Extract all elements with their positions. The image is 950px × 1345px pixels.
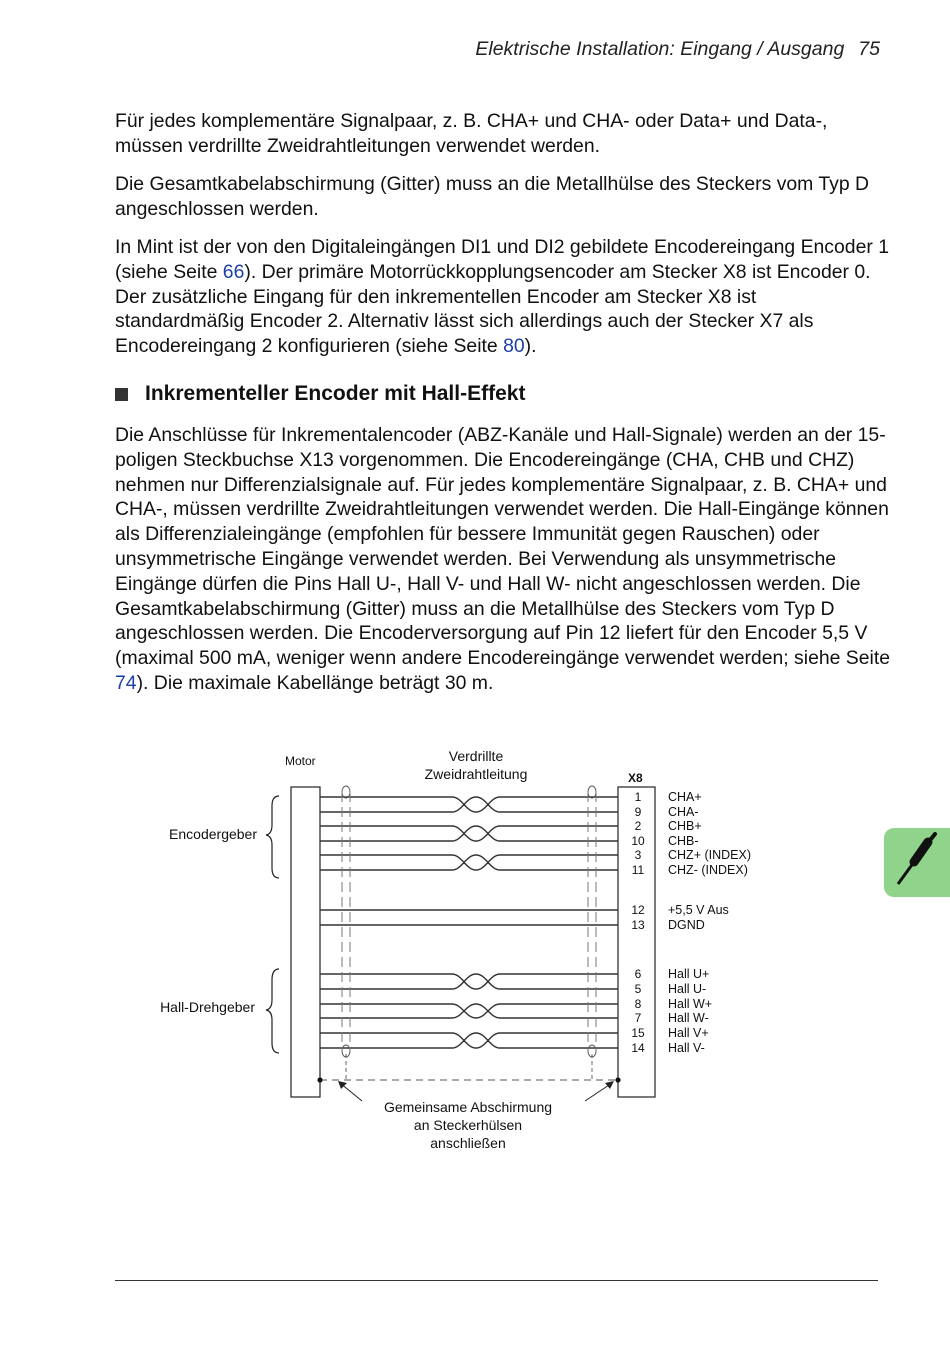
shield-cap-top [588,786,596,798]
pin-number: 15 [631,1026,645,1040]
pin-number: 5 [634,982,642,996]
header-section-title: Elektrische Installation: Eingang / Ausgang [475,38,845,60]
pin-number: 3 [634,848,642,862]
pin-signal: CHA- [668,805,699,819]
brace-encoder-icon [266,796,279,878]
page-link-66[interactable]: 66 [222,260,245,283]
pin-number: 14 [631,1041,645,1055]
screwdriver-icon [884,828,950,897]
pin-signal: Hall U+ [668,967,710,981]
twist-mask [452,973,500,990]
shield-label-line1: Gemeinsame Abschirmung [383,1099,553,1115]
pin-signal: DGND [668,918,705,932]
twist-mask [452,796,500,813]
pin-number: 13 [631,918,645,932]
arrow-right-head-icon [605,1081,614,1089]
paragraph-twisted-pairs: Für jedes komplementäre Signalpaar, z. B. CHA+ und CHA- oder Data+ und Data-, müssen verdrillte Zweidrahtleitungen verwendet werden. [115,110,828,157]
pin-number: 1 [634,790,642,804]
page-number: 75 [858,38,880,60]
group-encoder-label: Encodergeber [169,826,257,842]
twist-mask [452,1032,500,1049]
pin-signal: Hall U- [668,982,707,996]
pin-signal: Hall W+ [668,997,713,1011]
twist-mask [452,1003,500,1019]
paragraph-shield: Die Gesamtkabelabschirmung (Gitter) muss an die Metallhülse des Steckers vom Typ D angeschlossen werden. [115,173,870,220]
p4-text-b: ). Die maximale Kabellänge beträgt 30 m. [136,671,494,694]
pin-number: 6 [634,967,642,981]
pin-number: 11 [631,863,645,877]
shield-label-line2: an Steckerhülsen [413,1117,523,1133]
shield-node-right [615,1077,620,1082]
pin-number: 7 [634,1011,642,1025]
pin-number: 9 [634,805,642,819]
brace-hall-icon [266,969,279,1053]
p4-text-a: Die Anschlüsse für Inkrementalencoder (ABZ-Kanäle und Hall-Signale) werden an der 15-poligen Steckbuchse X13 vorgenommen. Die Encodereingänge (CHA, CHB und CHZ) nehmen nur Differenzialsignale auf. Für jedes komplementäre Signalpaar, z. B. CHA+ und CHA-, müssen verdrillte Zweidrahtleitungen verwendet werden. Die Hall-Eingänge können als Differenzialeingänge (empfohlen für bessere Immunität gegen Rauschen) oder unsymmetrische Eingänge verwendet werden. Bei Verwendung als unsymmetrische Eingänge dürfen die Pins Hall U-, Hall V- und Hall W- nicht angeschlossen werden. Die Gesamtkabelabschirmung (Gitter) muss an die Metallhülse des Steckers vom Typ D angeschlossen werden. Die Encoderversorgung auf Pin 12 liefert für den Encoder 5,5 V (maximal 500 mA, weniger wenn andere Encodereingänge verwendet werden; siehe Seite [115,424,891,670]
pin-number: 2 [634,819,642,833]
pin-number: 10 [631,834,645,848]
p3-text-b: ). Der primäre Motorrückkopplungsencoder am Stecker X8 ist Encoder 0. Der zusätzliche Eingang für den inkrementellen Encoder am Stecker X8 ist standardmäßig Encoder 2. Alternativ lässt sich allerdings auch der Stecker X7 als Encodereingang 2 konfigurieren (siehe Seite [115,260,871,358]
cable-label-line2: Zweidrahtleitung [424,766,528,782]
pin-signal: CHZ+ (INDEX) [668,848,751,862]
chapter-side-tab [884,828,950,897]
pin-signal: CHA+ [668,790,702,804]
twisted-pair-marks [452,796,500,1049]
shield-cap-top [342,786,350,798]
pin-signal: Hall V+ [668,1026,709,1040]
motor-label: Motor [285,754,316,768]
page-link-80[interactable]: 80 [503,335,525,358]
connector-label: X8 [628,771,643,785]
p3-text-a: In Mint ist der von den Digitaleingängen DI1 und DI2 gebildete Encodereingang Encoder 1 (siehe Seite [115,236,889,283]
twist-mask [452,854,500,871]
footer-rule [115,1280,878,1281]
section-heading-text: Inkrementeller Encoder mit Hall-Effekt [145,382,526,405]
pin-signal: +5,5 V Aus [668,903,729,917]
page-link-74[interactable]: 74 [115,671,137,694]
cable-label-line1: Verdrillte [448,748,504,764]
shield-node-left [317,1077,322,1082]
p3-text-c: ). [524,335,537,358]
pin-signal: Hall V- [668,1041,705,1055]
pin-signal: CHB- [668,834,699,848]
pin-signal: CHB+ [668,819,702,833]
group-hall-label: Hall-Drehgeber [160,999,255,1015]
pin-signal: CHZ- (INDEX) [668,863,748,877]
pin-number: 12 [631,903,645,917]
pin-number: 8 [634,997,642,1011]
pin-signal: Hall W- [668,1011,709,1025]
motor-block [291,787,320,1097]
twist-mask [452,825,500,842]
shield-label-line3: anschließen [430,1135,506,1151]
